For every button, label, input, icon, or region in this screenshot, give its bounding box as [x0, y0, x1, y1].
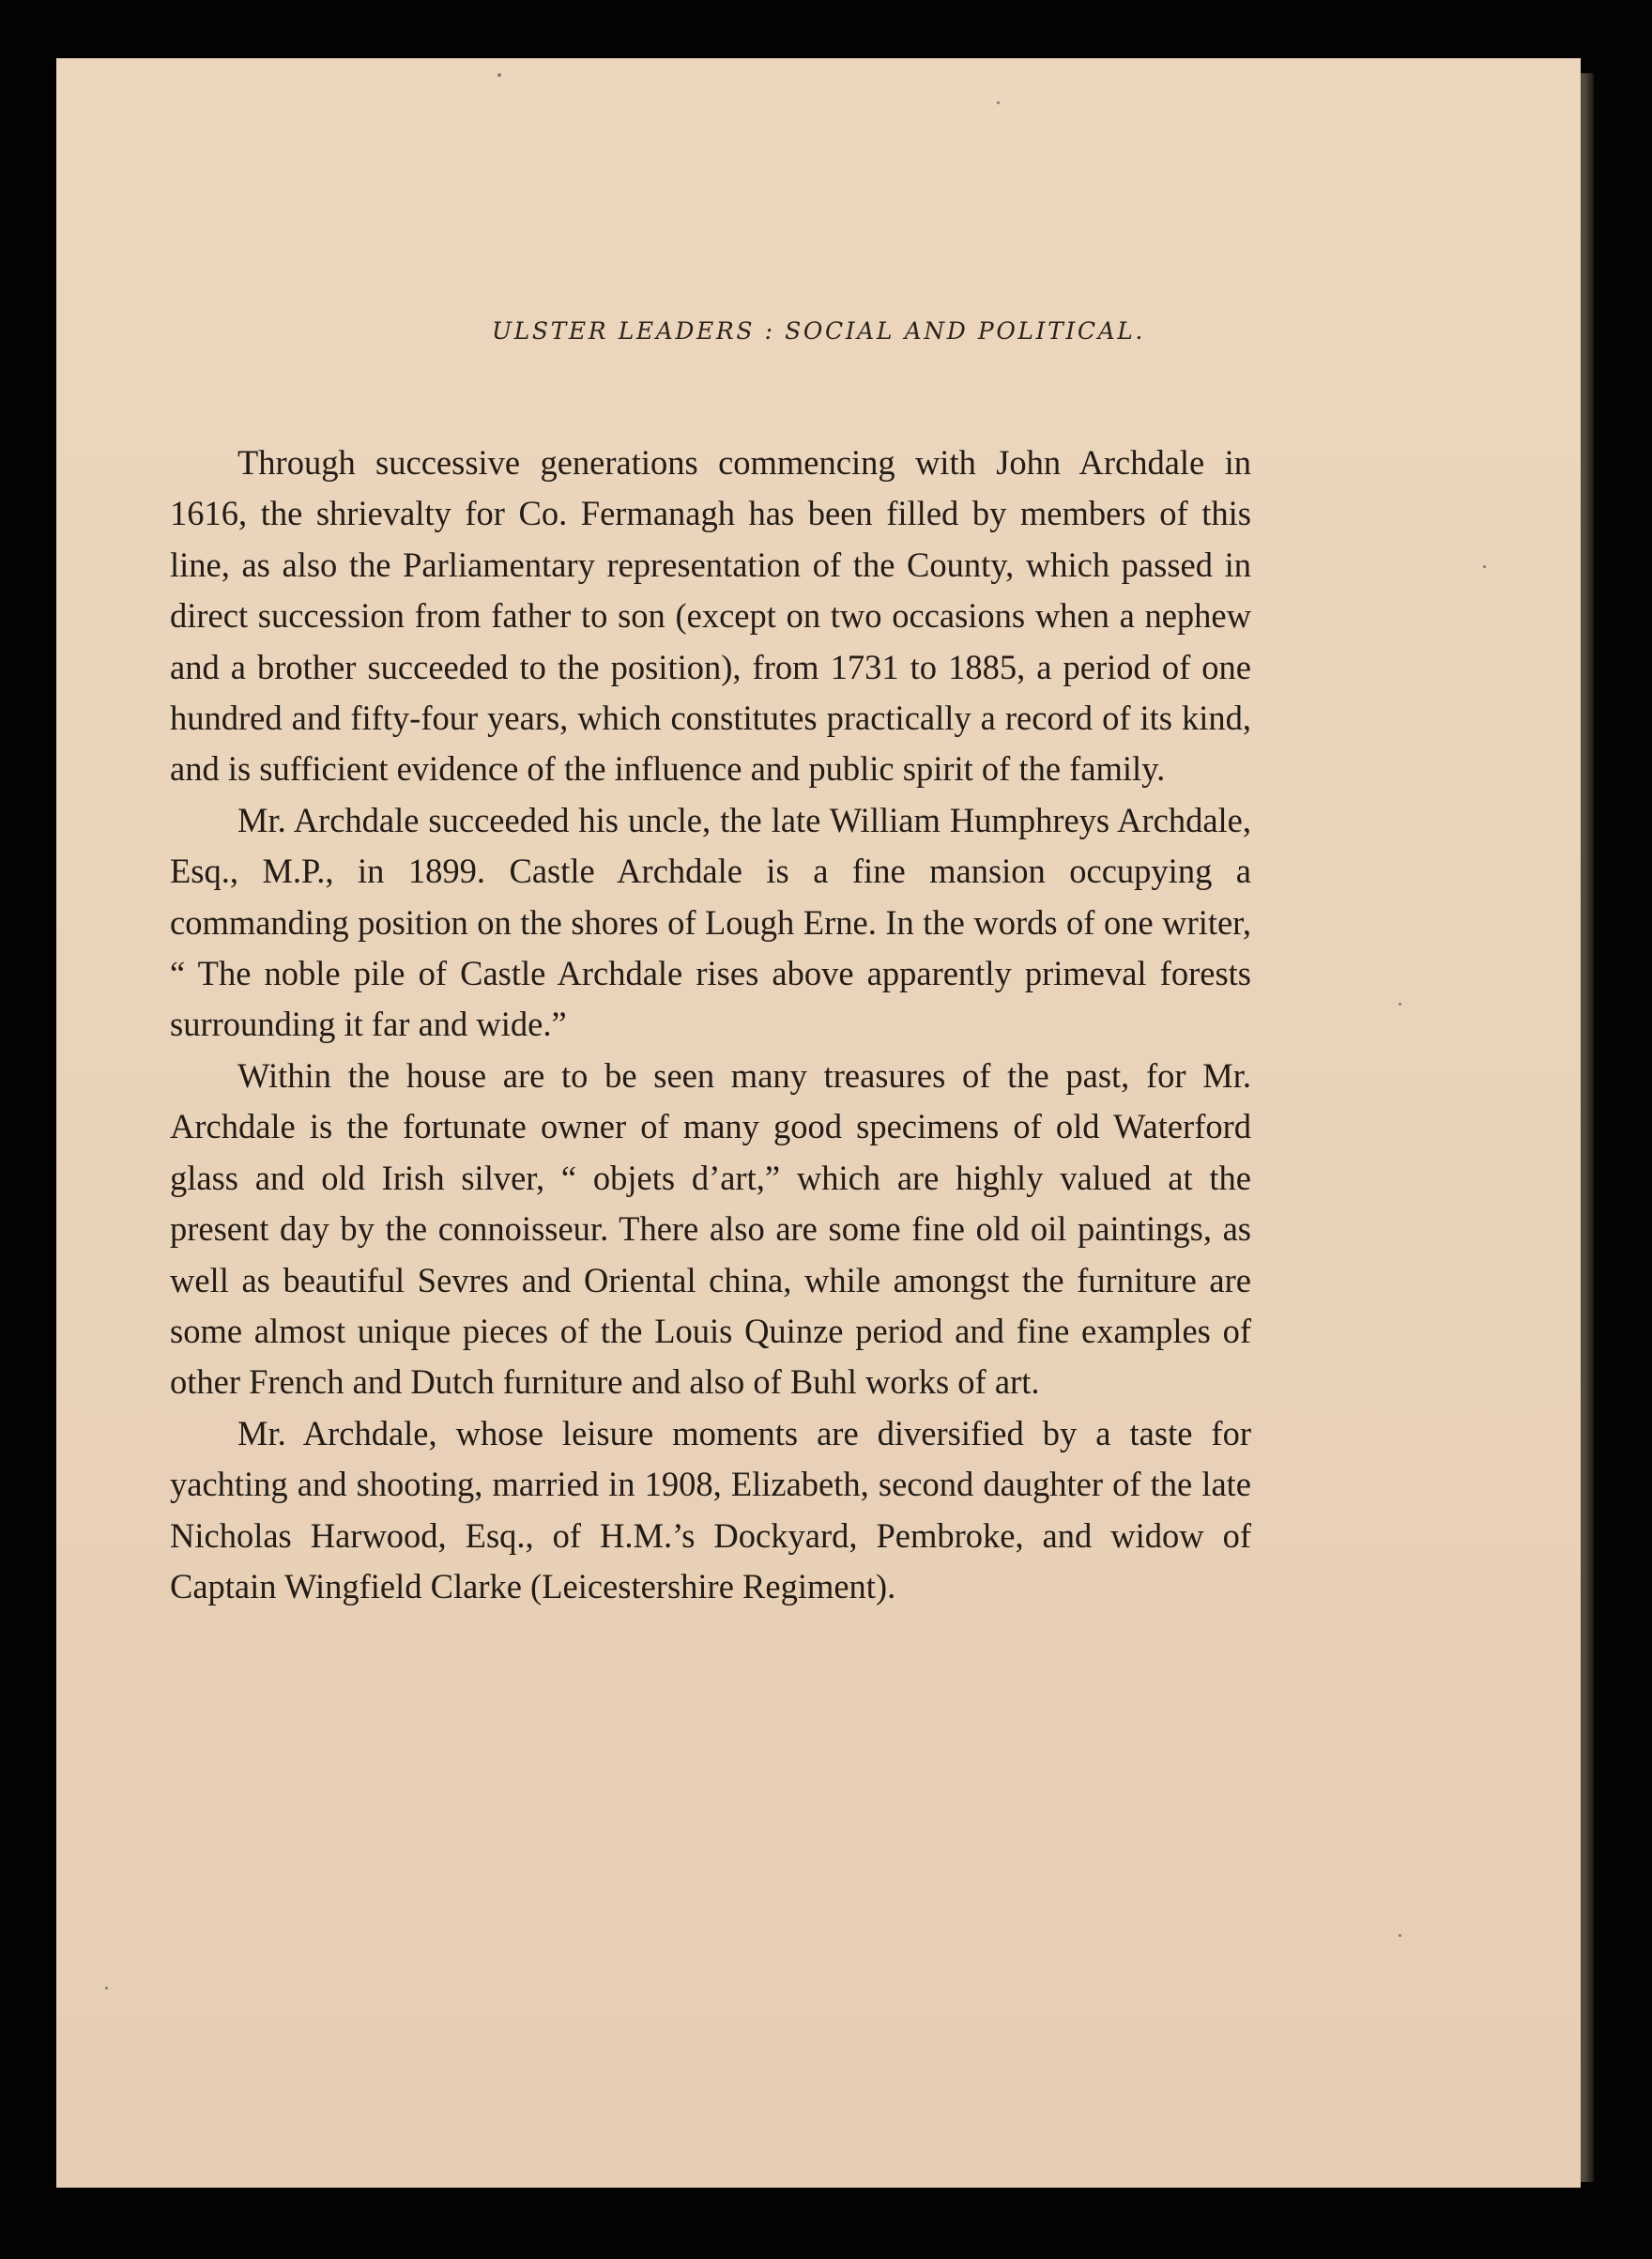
paragraph-3: Within the house are to be seen many treasures of the past, for Mr. Archdale is the fortunate owner of many good specimens of old Waterford glass and old Irish silver, “ objets d’art,” which are highly valued at the present day by the connoisseur. There also are some fine old oil paintings, as well as beautiful Sevres and Oriental china, while amongst the furniture are some almost unique pieces of the Louis Quinze period and fine examples of other French and Dutch furniture and also of Buhl works of art.: [170, 1055, 1251, 1402]
paragraph-1: Through successive generations commencing with John Archdale in 1616, the shrievalty for Co. Fermanagh has been filled by members of this line, as also the Parliamentary representation of the County, which passed in direct succession from father to son (except on two occasions when a nephew and a brother succeeded to the position), from 1731 to 1885, a period of one hundred and fifty-four years, which constitutes practically a record of its kind, and is sufficient evidence of the influence and public spirit of the family.: [170, 443, 1251, 789]
running-head: ULSTER LEADERS : SOCIAL AND POLITICAL.: [492, 317, 1145, 345]
paper-speck: [497, 73, 501, 77]
body-text: [170, 438, 1251, 1612]
paragraph-4: Mr. Archdale, whose leisure moments are diversified by a taste for yachting and shooting, married in 1908, Elizabeth, second daughter of the late Nicholas Harwood, Esq., of H.M.’s Dockyard, Pembroke, and widow of Captain Wingfield Clarke (Leicestershire Regiment).: [170, 1413, 1251, 1606]
paper-speck: [1483, 565, 1486, 568]
book-page: [56, 58, 1581, 2188]
paragraph-2: Mr. Archdale succeeded his uncle, the late William Humphreys Archdale, Esq., M.P., in 1899. Castle Archdale is a fine mansion occupying a commanding position on the shores of Lough Erne. In the words of one writer, “ The noble pile of Castle Archdale rises above apparently primeval forests surrounding it far and wide.”: [170, 800, 1251, 1044]
paper-speck: [105, 1987, 108, 1990]
page-edge-shadow: [1581, 73, 1594, 2182]
paper-speck: [1399, 1934, 1401, 1937]
paper-speck: [1399, 1003, 1401, 1006]
paper-speck: [997, 101, 1000, 104]
